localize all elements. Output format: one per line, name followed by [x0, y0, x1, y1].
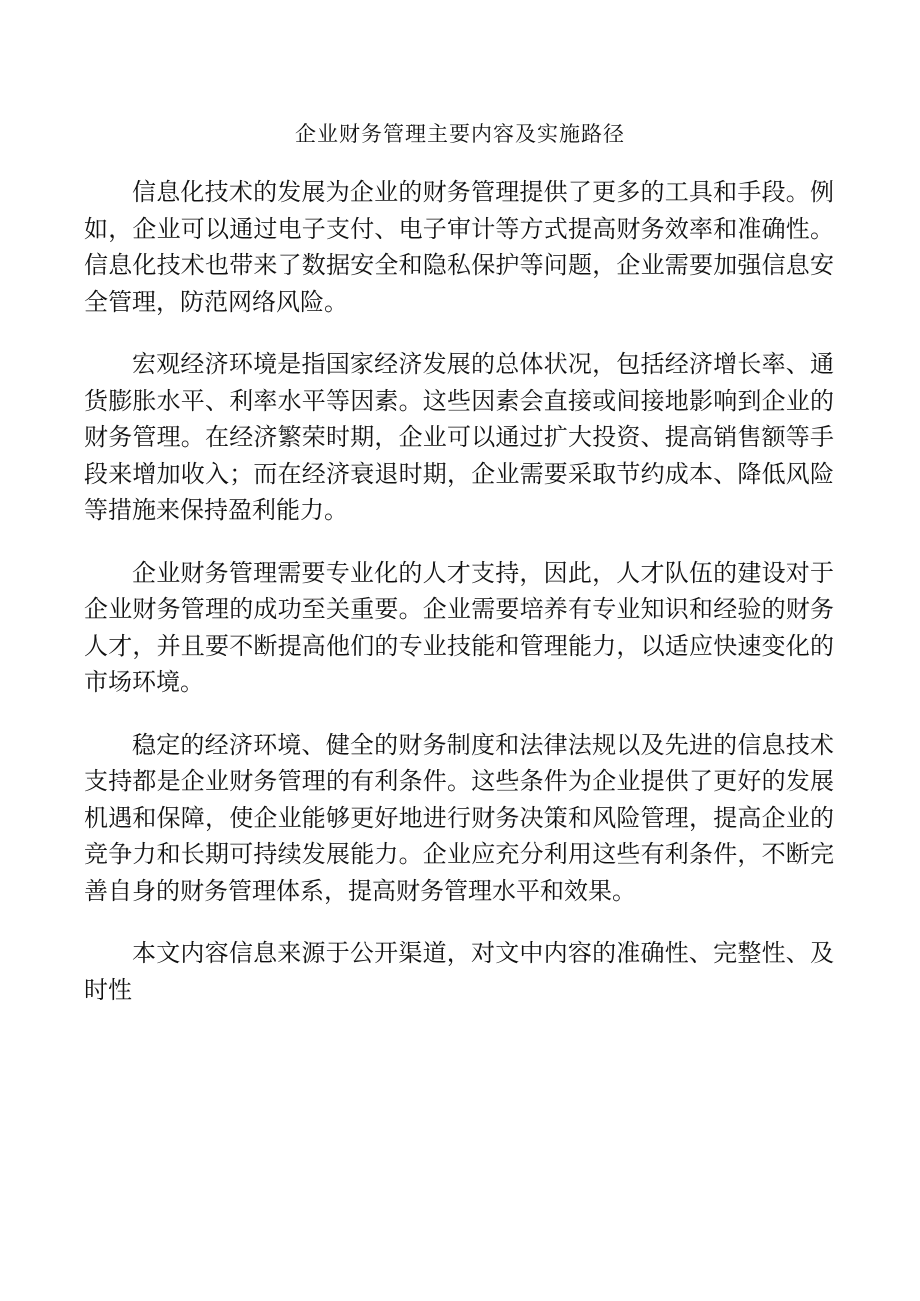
paragraph-disclaimer: 本文内容信息来源于公开渠道，对文中内容的准确性、完整性、及时性 — [84, 939, 834, 1004]
paragraph-talent-support: 企业财务管理需要专业化的人才支持，因此，人才队伍的建设对于企业财务管理的成功至关重要。企业需要培养有专业知识和经验的财务人才，并且要不断提高他们的专业技能和管理能力，以适应快速变化的市场环境。 — [84, 558, 834, 696]
paragraph-information-technology: 信息化技术的发展为企业的财务管理提供了更多的工具和手段。例如，企业可以通过电子支付、电子审计等方式提高财务效率和准确性。信息化技术也带来了数据安全和隐私保护等问题，企业需要加强信息安全管理，防范网络风险。 — [84, 178, 834, 316]
paragraph-favorable-conditions: 稳定的经济环境、健全的财务制度和法律法规以及先进的信息技术支持都是企业财务管理的有利条件。这些条件为企业提供了更好的发展机遇和保障，使企业能够更好地进行财务决策和风险管理，提高企业的竞争力和长期可持续发展能力。企业应充分利用这些有利条件，不断完善自身的财务管理体系，提高财务管理水平和效果。 — [84, 730, 834, 905]
document-title: 企业财务管理主要内容及实施路径 — [295, 122, 625, 146]
document-body — [84, 174, 834, 1034]
paragraph-macro-economy: 宏观经济环境是指国家经济发展的总体状况，包括经济增长率、通货膨胀水平、利率水平等因素。这些因素会直接或间接地影响到企业的财务管理。在经济繁荣时期，企业可以通过扩大投资、提高销售额等手段来增加收入；而在经济衰退时期，企业需要采取节约成本、降低风险等措施来保持盈利能力。 — [84, 350, 834, 524]
